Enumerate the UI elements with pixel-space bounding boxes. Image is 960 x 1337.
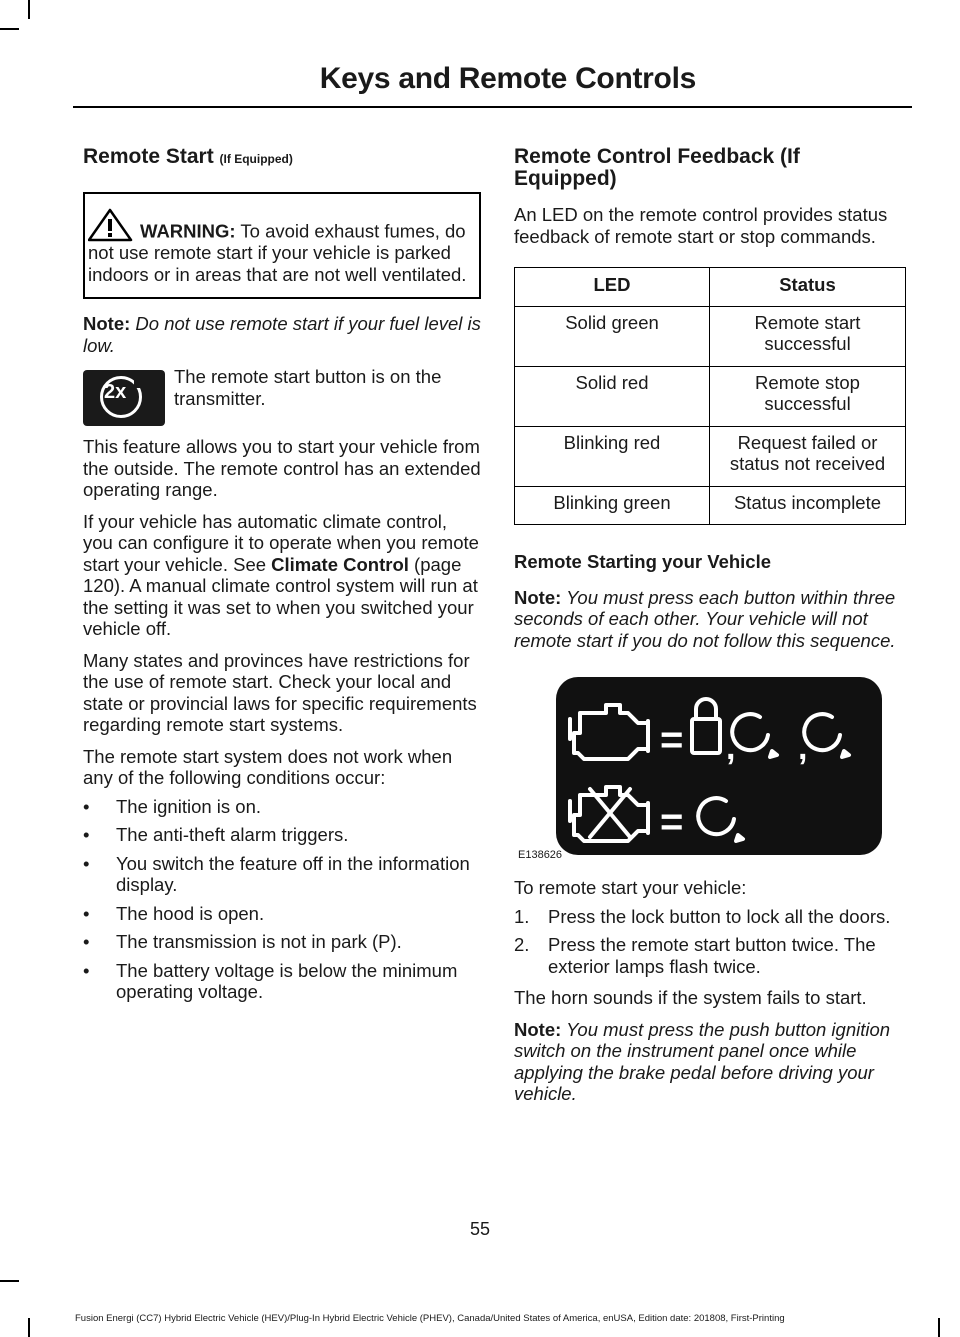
- paragraph-climate: If your vehicle has automatic climate control, you can configure it to operate when you remote start your vehicle. See Climate Control (page 120). A manual climate control system will run at the setting it was set to when you switched your vehicle off.: [83, 510, 479, 639]
- list-item: 1. Press the lock button to lock all the doors.: [514, 905, 891, 927]
- crop-mark: [938, 1318, 940, 1337]
- list-item: • The anti-theft alarm triggers.: [83, 824, 481, 846]
- warning-icon: [88, 208, 138, 242]
- list-item: • The ignition is on.: [83, 796, 481, 818]
- note-ignition: Note: You must press the push button ignition switch on the instrument panel once while applying the brake pedal before driving your vehicle.: [514, 1018, 891, 1104]
- conditions-list: [83, 796, 481, 1003]
- paragraph-horn: The horn sounds if the system fails to start.: [514, 987, 867, 1008]
- engine-crossed-icon: [570, 787, 648, 841]
- table-row: [515, 486, 906, 525]
- lock-icon: [692, 699, 720, 753]
- table-cell: Remote start successful: [710, 306, 906, 366]
- crop-mark: [0, 28, 19, 30]
- table-cell: Remote stop successful: [710, 366, 906, 426]
- note-fuel: Note: Do not use remote start if your fuel level is low.: [83, 313, 481, 356]
- page-header-title: Keys and Remote Controls: [319, 62, 696, 95]
- steps-intro: To remote start your vehicle:: [514, 877, 747, 898]
- remote-start-2x-icon: 2x: [83, 370, 165, 426]
- table-cell: Solid green: [515, 306, 710, 366]
- equals-sign: =: [660, 800, 684, 844]
- diagram-panel: [556, 677, 882, 855]
- paragraph-led: An LED on the remote control provides status feedback of remote start or stop commands.: [514, 204, 888, 247]
- header-rule: [73, 106, 912, 108]
- if-equipped-label: (If Equipped): [219, 152, 293, 166]
- remote-start-icon: [804, 714, 849, 757]
- table-row: [515, 366, 906, 426]
- engine-icon: [570, 705, 648, 759]
- section-heading-starting: Remote Starting your Vehicle: [514, 551, 772, 572]
- right-column: [514, 146, 906, 1105]
- remote-start-icon: [732, 714, 777, 757]
- button-location-text: The remote start button is on the transmitter.: [174, 366, 442, 409]
- steps-list: [514, 906, 906, 978]
- table-row: [515, 306, 906, 366]
- list-item: • The hood is open.: [83, 903, 481, 925]
- table-row: [515, 426, 906, 486]
- remote-start-button-row: [83, 366, 481, 426]
- climate-control-link[interactable]: Climate Control: [271, 553, 409, 575]
- list-item: • You switch the feature off in the information display.: [83, 853, 481, 896]
- left-column: [83, 146, 481, 1003]
- warning-box: [83, 192, 481, 299]
- table-header-row: [515, 268, 906, 307]
- table-cell: Status incomplete: [710, 486, 906, 525]
- remote-start-sequence-diagram: [514, 665, 906, 877]
- list-item: 2. Press the remote start button twice. The exterior lamps flash twice.: [514, 934, 876, 977]
- remote-start-icon: [698, 798, 743, 841]
- table-header-led: LED: [515, 268, 710, 307]
- list-item: • The battery voltage is below the minimum operating voltage.: [83, 960, 481, 1003]
- section-heading-remote-start: Remote Start (If Equipped): [83, 145, 293, 168]
- warning-label: WARNING:: [140, 220, 236, 242]
- table-cell: Blinking green: [515, 486, 710, 525]
- comma-separator: ,: [798, 729, 808, 767]
- table-cell: Blinking red: [515, 426, 710, 486]
- paragraph-restrictions: Many states and provinces have restrictions for the use of remote start. Check your local and state or provincial laws for specific requirements regarding remote start systems.: [83, 649, 477, 735]
- paragraph-conditions: The remote start system does not work when any of the following conditions occur:: [83, 745, 453, 788]
- feedback-table: [514, 267, 906, 525]
- table-header-status: Status: [710, 268, 906, 307]
- section-heading-feedback: Remote Control Feedback (If Equipped): [514, 145, 800, 190]
- note-sequence: Note: You must press each button within three seconds of each other. Your vehicle will not remote start if you do not follow this sequence.: [514, 586, 896, 651]
- figure-code: E138626: [518, 849, 563, 861]
- crop-mark: [0, 1280, 19, 1282]
- crop-mark: [28, 1318, 30, 1337]
- table-cell: Request failed or status not received: [710, 426, 906, 486]
- comma-separator: ,: [726, 729, 736, 767]
- page-number: 55: [469, 1219, 491, 1239]
- equals-sign: =: [660, 718, 684, 762]
- sequence-illustration: [556, 677, 882, 855]
- warning-text: To avoid exhaust fumes, do not use remote start if your vehicle is parked indoors or in areas that are not well ventilated.: [88, 220, 467, 285]
- paragraph-feature: This feature allows you to start your vehicle from the outside. The remote control has an extended operating range.: [83, 436, 481, 500]
- list-item: • The transmission is not in park (P).: [83, 931, 481, 953]
- table-cell: Solid red: [515, 366, 710, 426]
- crop-mark: [28, 0, 30, 19]
- footer-edition-info: Fusion Energi (CC7) Hybrid Electric Vehicle (HEV)/Plug-In Hybrid Electric Vehicle (PHEV), Canada/United States of America, enUSA, Edition date: 201808, First-Printing: [75, 1313, 785, 1324]
